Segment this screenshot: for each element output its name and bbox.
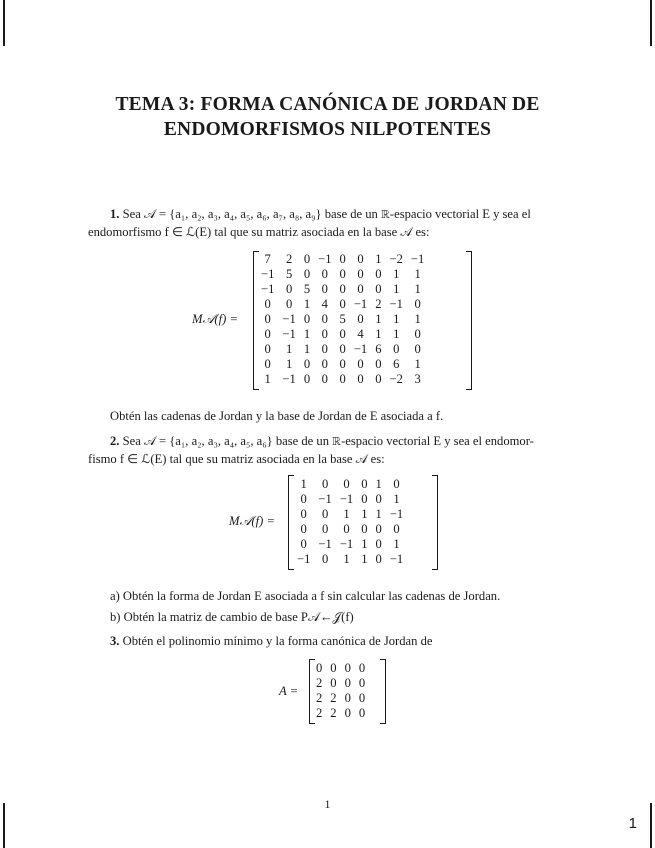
page-title (0, 92, 655, 142)
matrix-cell: 2 (316, 706, 323, 720)
matrix-cell: 0 (321, 507, 329, 521)
matrix-cell: −1 (410, 252, 425, 266)
matrix-cell: 0 (264, 327, 271, 341)
matrix-cell: 0 (358, 706, 366, 720)
matrix-cell: 1 (285, 342, 293, 356)
matrix-cell: 0 (343, 522, 350, 536)
matrix-cell: −1 (339, 492, 354, 506)
matrix-cell: 0 (339, 267, 346, 281)
matrix-cell: 1 (361, 507, 368, 521)
matrix-cell: 2 (375, 297, 382, 311)
exercise-1-number: 1. (110, 207, 120, 221)
exercise-3-statement (88, 632, 580, 650)
matrix-cell: 0 (393, 342, 400, 356)
matrix-cell: 0 (375, 357, 382, 371)
matrix-cell: 1 (393, 267, 400, 281)
matrix-cell: 1 (375, 477, 382, 491)
matrix-cell: −1 (389, 552, 404, 566)
matrix-cell: 0 (300, 522, 307, 536)
matrix-cell: 0 (321, 522, 329, 536)
matrix-cell: 0 (264, 297, 271, 311)
matrix-row (257, 357, 428, 372)
viewer-page-indicator: 1 (628, 815, 637, 832)
matrix-cell: 2 (316, 691, 323, 705)
matrix-cell: 5 (303, 282, 311, 296)
matrix-cell: 2 (330, 706, 337, 720)
exercise-1-line-1: Sea 𝒜 = {a₁, a₂, a₃, a₄, a₅, a₆, a₇, a₈, a₉} base de un ℝ-espacio vectorial E y sea el (122, 207, 531, 221)
matrix-cell: 6 (375, 342, 382, 356)
exercise-3-matrix-label: A = (279, 684, 299, 698)
matrix-cell: 1 (393, 537, 400, 551)
matrix-cell: 0 (375, 522, 382, 536)
matrix-cell: 0 (339, 372, 346, 386)
matrix-cell: 0 (358, 676, 366, 690)
matrix-cell: 1 (361, 552, 368, 566)
matrix-cell: 0 (339, 342, 346, 356)
matrix-row (293, 477, 407, 492)
matrix-cell: 0 (414, 342, 421, 356)
matrix-cell: 1 (343, 552, 350, 566)
exercise-1-statement (88, 205, 580, 241)
matrix-cell: −2 (389, 372, 403, 386)
matrix-cell: −1 (318, 252, 332, 266)
matrix-cell: 1 (375, 507, 382, 521)
matrix-cell: 0 (321, 312, 328, 326)
matrix-cell: 0 (303, 372, 311, 386)
exercise-2-matrix (293, 477, 407, 567)
matrix-cell: 0 (375, 552, 382, 566)
matrix-cell: 3 (414, 372, 421, 386)
matrix-cell: 0 (344, 691, 351, 705)
matrix-row (293, 552, 407, 567)
exercise-1-matrix (257, 252, 428, 387)
matrix-cell: 1 (393, 282, 400, 296)
matrix-cell: 0 (300, 507, 307, 521)
exercise-3-number: 3. (110, 634, 120, 648)
matrix-cell: 6 (393, 357, 400, 371)
matrix-cell: 1 (414, 357, 421, 371)
matrix-cell: 0 (321, 357, 328, 371)
exercise-2-right-bracket (432, 475, 438, 570)
matrix-cell: −1 (282, 312, 296, 326)
matrix-cell: −2 (389, 252, 403, 266)
exercise-2-line-1: Sea 𝒜 = {a₁, a₂, a₃, a₄, a₅, a₆} base de un ℝ-espacio vectorial E y sea el endomor- (122, 434, 534, 448)
matrix-cell: 0 (344, 706, 351, 720)
matrix-cell: 4 (357, 327, 364, 341)
matrix-row (293, 507, 407, 522)
matrix-cell: −1 (389, 297, 403, 311)
matrix-cell: 0 (375, 492, 382, 506)
matrix-cell: 0 (285, 297, 293, 311)
matrix-cell: 0 (321, 477, 329, 491)
matrix-cell: 0 (393, 522, 400, 536)
matrix-cell: 0 (339, 252, 346, 266)
matrix-cell: 0 (321, 282, 328, 296)
crop-mark-top-right (650, 0, 652, 46)
exercise-2-item-a: a) Obtén la forma de Jordan E asociada a f sin calcular las cadenas de Jordan. (110, 589, 501, 603)
matrix-cell: −1 (261, 282, 275, 296)
matrix-cell: 0 (300, 537, 307, 551)
matrix-cell: 5 (285, 267, 293, 281)
matrix-cell: 1 (375, 327, 382, 341)
matrix-cell: 0 (393, 477, 400, 491)
matrix-cell: 1 (414, 267, 421, 281)
matrix-cell: 1 (393, 327, 400, 341)
matrix-cell: 1 (303, 297, 311, 311)
matrix-cell: 0 (321, 552, 329, 566)
matrix-cell: −1 (318, 537, 332, 551)
matrix-cell: 0 (344, 661, 351, 675)
matrix-cell: 1 (414, 282, 421, 296)
matrix-row (257, 312, 428, 327)
matrix-row (293, 492, 407, 507)
matrix-cell: 1 (264, 372, 271, 386)
matrix-cell: 0 (330, 661, 337, 675)
matrix-cell: 4 (321, 297, 328, 311)
matrix-row (312, 661, 369, 676)
matrix-cell: −1 (353, 297, 368, 311)
matrix-cell: 0 (303, 252, 311, 266)
matrix-cell: 1 (303, 327, 311, 341)
matrix-cell: 0 (264, 342, 271, 356)
matrix-row (257, 282, 428, 297)
matrix-cell: 1 (375, 312, 382, 326)
matrix-cell: 0 (361, 492, 368, 506)
matrix-cell: 1 (375, 252, 382, 266)
matrix-cell: 2 (285, 252, 293, 266)
exercise-3-text: Obtén el polinomio mínimo y la forma canónica de Jordan de (122, 634, 433, 648)
matrix-cell: 1 (393, 492, 400, 506)
matrix-row (293, 522, 407, 537)
matrix-cell: 1 (343, 507, 350, 521)
exercise-2-matrix-label: M𝒜(f) = (229, 514, 275, 528)
matrix-cell: 0 (303, 357, 311, 371)
exercise-3-matrix (312, 661, 369, 721)
matrix-cell: −1 (353, 342, 368, 356)
matrix-cell: 5 (339, 312, 346, 326)
matrix-row (293, 537, 407, 552)
matrix-cell: −1 (261, 267, 275, 281)
matrix-cell: 0 (357, 282, 364, 296)
matrix-cell: 0 (414, 327, 421, 341)
matrix-cell: 0 (358, 691, 366, 705)
matrix-cell: 0 (330, 676, 337, 690)
matrix-cell: 0 (303, 267, 311, 281)
matrix-cell: 1 (300, 477, 307, 491)
matrix-cell: 0 (375, 267, 382, 281)
matrix-cell: 0 (414, 297, 421, 311)
title-line-2: ENDOMORFISMOS NILPOTENTES (163, 119, 492, 140)
matrix-row (257, 297, 428, 312)
exercise-1-line-2: endomorfismo f ∈ ℒ(E) tal que su matriz asociada en la base 𝒜 es: (88, 225, 430, 239)
matrix-cell: 0 (321, 372, 328, 386)
matrix-cell: 0 (339, 357, 346, 371)
exercise-3-right-bracket (380, 659, 386, 724)
matrix-cell: −1 (318, 492, 332, 506)
matrix-cell: 0 (357, 267, 364, 281)
matrix-cell: 0 (321, 342, 328, 356)
crop-mark-top-left (3, 0, 5, 46)
matrix-row (257, 372, 428, 387)
matrix-cell: −1 (282, 372, 296, 386)
matrix-cell: 1 (414, 312, 421, 326)
matrix-cell: 2 (316, 676, 323, 690)
matrix-cell: 1 (303, 342, 311, 356)
matrix-cell: 1 (393, 312, 400, 326)
exercise-1-matrix-label: M𝒜(f) = (192, 312, 238, 326)
exercise-2-number: 2. (110, 434, 120, 448)
exercise-2-line-2: fismo f ∈ ℒ(E) tal que su matriz asociada en la base 𝒜 es: (88, 452, 385, 466)
matrix-cell: 1 (285, 357, 293, 371)
matrix-cell: 0 (339, 282, 346, 296)
matrix-cell: 0 (375, 372, 382, 386)
exercise-1-right-bracket (466, 251, 472, 390)
matrix-cell: −1 (339, 537, 354, 551)
matrix-cell: 0 (321, 267, 328, 281)
matrix-cell: 0 (321, 327, 328, 341)
matrix-row (257, 267, 428, 282)
matrix-cell: 0 (300, 492, 307, 506)
matrix-cell: 0 (264, 312, 271, 326)
matrix-cell: 0 (357, 312, 364, 326)
matrix-cell: 0 (285, 282, 293, 296)
matrix-cell: −1 (282, 327, 296, 341)
matrix-cell: 0 (375, 537, 382, 551)
matrix-cell: 7 (264, 252, 271, 266)
matrix-cell: 0 (357, 252, 364, 266)
title-line-1: TEMA 3: FORMA CANÓNICA DE JORDAN DE (115, 94, 540, 115)
matrix-cell: 0 (303, 312, 311, 326)
matrix-row (312, 676, 369, 691)
matrix-cell: 2 (330, 691, 337, 705)
matrix-row (312, 706, 369, 721)
matrix-cell: −1 (389, 507, 404, 521)
exercise-2-statement (88, 432, 580, 468)
matrix-cell: 0 (264, 357, 271, 371)
matrix-row (312, 691, 369, 706)
matrix-cell: 0 (316, 661, 323, 675)
matrix-cell: 0 (339, 327, 346, 341)
matrix-row (257, 327, 428, 342)
matrix-cell: −1 (297, 552, 311, 566)
exercise-2-item-b: b) Obtén la matriz de cambio de base P𝒜←𝒥(f) (110, 610, 354, 624)
matrix-cell: 0 (361, 522, 368, 536)
matrix-cell: 0 (344, 676, 351, 690)
exercise-1-question: Obtén las cadenas de Jordan y la base de Jordan de E asociada a f. (110, 409, 444, 423)
matrix-cell: 0 (375, 282, 382, 296)
page-number: 1 (324, 797, 331, 811)
matrix-cell: 1 (361, 537, 368, 551)
matrix-cell: 0 (343, 477, 350, 491)
matrix-row (257, 252, 428, 267)
matrix-cell: 0 (361, 477, 368, 491)
matrix-row (257, 342, 428, 357)
matrix-cell: 0 (339, 297, 346, 311)
matrix-cell: 0 (357, 372, 364, 386)
matrix-cell: 0 (357, 357, 364, 371)
matrix-cell: 0 (358, 661, 366, 675)
